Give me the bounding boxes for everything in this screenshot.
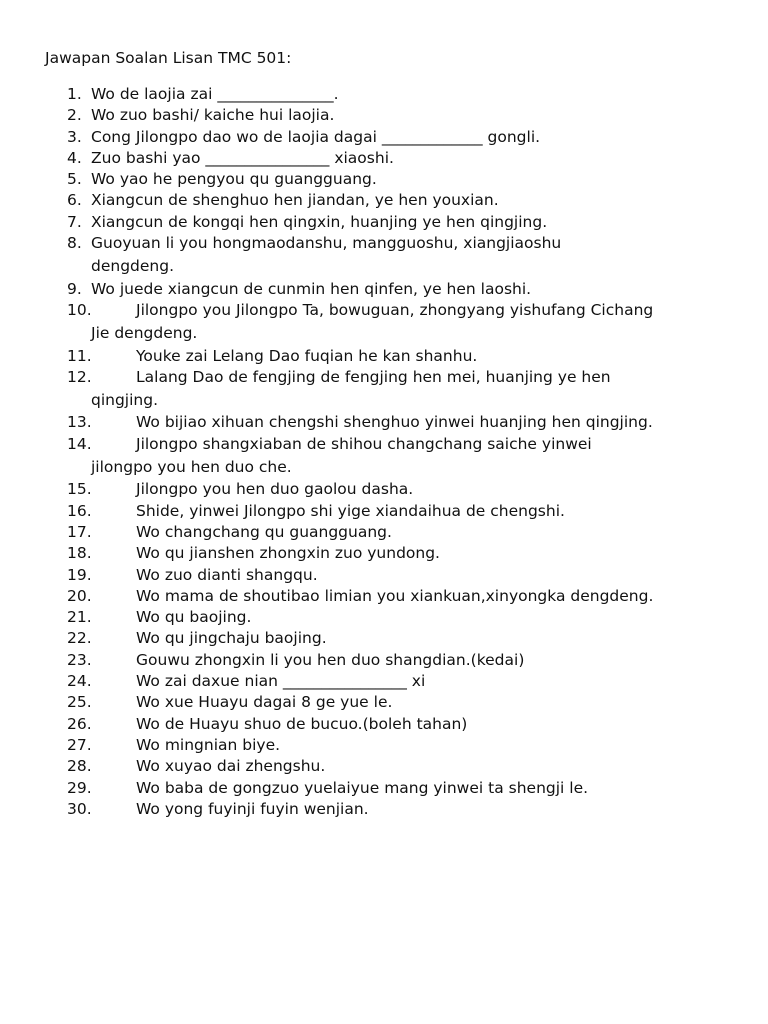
item-number: 7. (67, 212, 82, 231)
item-text: Wo mama de shoutibao limian you xiankuan,xinyongka dengdeng. (136, 586, 654, 605)
item-number: 1. (67, 85, 82, 103)
item-number: 6. (67, 191, 82, 210)
item-text: Wo qu jingchaju baojing. (136, 629, 327, 648)
list-item (0, 190, 768, 211)
list-item (0, 543, 768, 564)
list-item (0, 346, 768, 367)
item-number: 29. (67, 778, 92, 797)
item-text: Wo baba de gongzuo yuelaiyue mang yinwei ta shengji le. (136, 778, 589, 797)
item-text: Wo de laojia zai _______________. (91, 85, 339, 103)
item-number: 24. (67, 672, 92, 691)
item-number: 8. (67, 234, 82, 253)
item-text: Gouwu zhongxin li you hen duo shangdian.(kedai) (136, 650, 525, 669)
item-number: 12. (67, 367, 92, 386)
item-text: Wo juede xiangcun de cunmin hen qinfen, ye hen laoshi. (91, 279, 532, 298)
item-text-continuation: Jie dengdeng. (91, 324, 198, 343)
item-text: Xiangcun de kongqi hen qingxin, huanjing ye hen qingjing. (91, 212, 548, 231)
item-number: 9. (67, 279, 82, 298)
list-item (0, 233, 768, 278)
item-text: Jilongpo you Jilongpo Ta, bowuguan, zhongyang yishufang Cichang (136, 300, 654, 319)
item-text: Jilongpo you hen duo gaolou dasha. (136, 480, 414, 499)
item-text: Wo yong fuyinji fuyin wenjian. (136, 799, 369, 818)
item-text-continuation: qingjing. (91, 391, 159, 410)
list-item (0, 522, 768, 543)
item-text: Wo zuo dianti shangqu. (136, 565, 318, 584)
item-number: 17. (67, 522, 92, 541)
document-title: Jawapan Soalan Lisan TMC 501: (45, 49, 292, 67)
item-text: Cong Jilongpo dao wo de laojia dagai _____________ gongli. (91, 127, 541, 146)
item-number: 26. (67, 714, 92, 733)
item-number: 23. (67, 650, 92, 669)
list-item (0, 84, 768, 105)
item-number: 21. (67, 608, 92, 627)
list-item (0, 479, 768, 500)
item-number: 30. (67, 799, 92, 818)
list-item (0, 756, 768, 777)
item-text: Wo zuo bashi/ kaiche hui laojia. (91, 106, 335, 125)
item-number: 11. (67, 346, 92, 365)
list-item (0, 607, 768, 628)
item-text-continuation: dengdeng. (91, 257, 175, 276)
item-text: Jilongpo shangxiaban de shihou changchang saiche yinwei (136, 434, 592, 453)
list-item (0, 300, 768, 345)
list-item (0, 105, 768, 126)
list-item (0, 692, 768, 713)
list-item (0, 565, 768, 586)
item-text: Wo bijiao xihuan chengshi shenghuo yinwei huanjing hen qingjing. (136, 413, 653, 432)
item-text: Wo xue Huayu dagai 8 ge yue le. (136, 693, 393, 712)
item-text: Lalang Dao de fengjing de fengjing hen mei, huanjing ye hen (136, 367, 611, 386)
list-item (0, 367, 768, 412)
item-number: 5. (67, 170, 82, 189)
item-text: Wo qu baojing. (136, 608, 252, 627)
item-text: Youke zai Lelang Dao fuqian he kan shanhu. (136, 346, 478, 365)
item-text: Wo yao he pengyou qu guangguang. (91, 170, 377, 189)
list-item (0, 279, 768, 300)
item-text: Wo de Huayu shuo de bucuo.(boleh tahan) (136, 714, 468, 733)
item-text: Wo zai daxue nian ________________ xi (136, 672, 426, 691)
item-number: 16. (67, 501, 92, 520)
list-item (0, 148, 768, 169)
list-item (0, 586, 768, 607)
item-number: 28. (67, 757, 92, 776)
item-number: 27. (67, 735, 92, 754)
list-item (0, 628, 768, 649)
list-item (0, 169, 768, 190)
list-item (0, 799, 768, 820)
item-text: Wo mingnian biye. (136, 735, 281, 754)
list-item (0, 671, 768, 692)
item-number: 18. (67, 544, 92, 563)
list-item (0, 735, 768, 756)
item-number: 20. (67, 586, 92, 605)
list-item (0, 778, 768, 799)
item-number: 14. (67, 434, 92, 453)
item-text: Xiangcun de shenghuo hen jiandan, ye hen youxian. (91, 191, 499, 210)
item-text: Wo qu jianshen zhongxin zuo yundong. (136, 544, 440, 563)
list-item (0, 434, 768, 479)
item-text: Guoyuan li you hongmaodanshu, mangguoshu, xiangjiaoshu (91, 234, 562, 253)
item-number: 19. (67, 565, 92, 584)
list-item (0, 412, 768, 433)
list-item (0, 714, 768, 735)
item-text: Shide, yinwei Jilongpo shi yige xiandaihua de chengshi. (136, 501, 565, 520)
answer-list (0, 84, 768, 820)
item-number: 4. (67, 148, 82, 167)
item-number: 25. (67, 693, 92, 712)
item-text-continuation: jilongpo you hen duo che. (91, 458, 292, 477)
item-number: 3. (67, 127, 82, 146)
list-item (0, 501, 768, 522)
item-text: Zuo bashi yao ________________ xiaoshi. (91, 148, 394, 167)
list-item (0, 650, 768, 671)
list-item (0, 127, 768, 148)
item-number: 2. (67, 106, 82, 125)
item-number: 13. (67, 413, 92, 432)
item-number: 15. (67, 480, 92, 499)
item-text: Wo changchang qu guangguang. (136, 522, 392, 541)
item-number: 22. (67, 629, 92, 648)
item-text: Wo xuyao dai zhengshu. (136, 757, 326, 776)
item-number: 10. (67, 300, 92, 319)
list-item (0, 212, 768, 233)
